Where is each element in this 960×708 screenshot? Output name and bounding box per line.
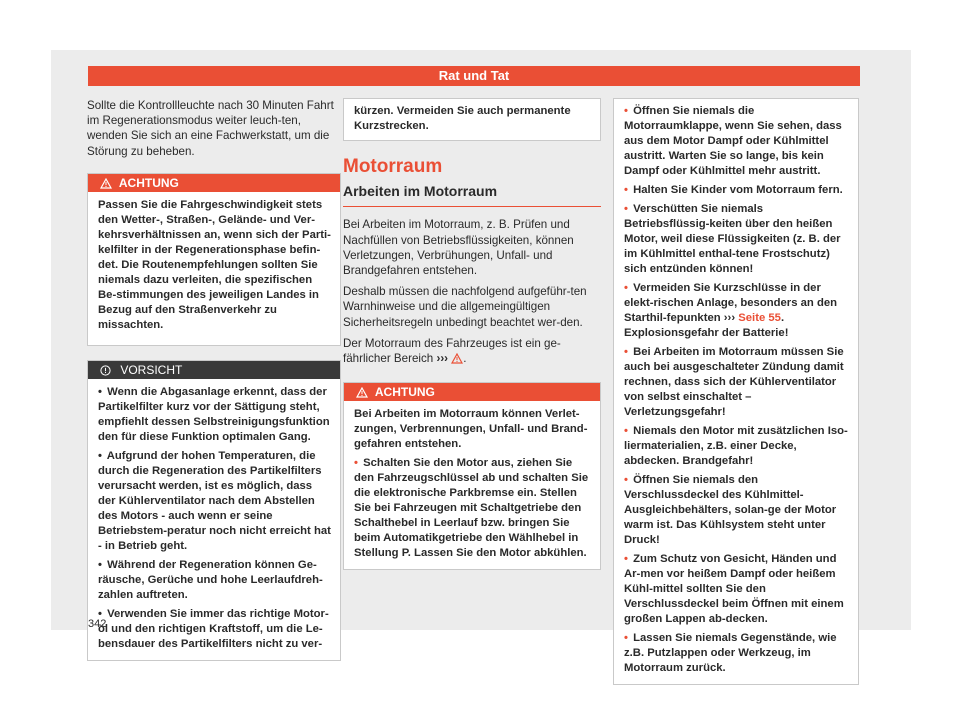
page-link[interactable]: Seite 55 bbox=[738, 312, 781, 324]
body-paragraph: Bei Arbeiten im Motorraum, z. B. Prüfen und Nachfüllen von Betriebsflüssigkeiten, können Verletzungen, Verbrühungen, Unfall- und Brandgefahren entstehen. bbox=[343, 218, 574, 278]
warning-header bbox=[88, 174, 340, 192]
column-left bbox=[87, 98, 341, 661]
caution-item: • Aufgrund der hohen Temperaturen, die durch die Regeneration des Partikelfilters verursacht werden, ist es möglich, dass der Kühlerventilator nach dem Abstellen des Motors - auch wenn er seine Betriebstem-peratur noch nicht erreicht hat - in Betrieb geht. bbox=[98, 449, 331, 552]
section-title: Motorraum bbox=[343, 156, 443, 177]
warning-box bbox=[87, 173, 341, 346]
info-circle-icon bbox=[100, 363, 111, 381]
warning-item: • Verschütten Sie niemals Betriebsflüssig-keiten über den heißen Motor, weil diese Flüssigkeiten (z. B. der im Kühlmittel enthal-tene Frostschutz) sich entzünden können! bbox=[624, 203, 841, 275]
warning-intro: Bei Arbeiten im Motorraum können Verlet-zungen, Verbrennungen, Unfall- und Brand-gefahren entstehen. bbox=[354, 408, 588, 451]
warning-item: • Niemals den Motor mit zusätzlichen Iso-liermaterialien, z.B. einer Decke, abdecken. Brandgefahr! bbox=[624, 425, 848, 467]
warning-box bbox=[343, 382, 601, 570]
warning-item: • Zum Schutz von Gesicht, Händen und Ar-men vor heißem Dampf oder heißem Kühl-mittel sollten Sie den Verschlussdeckel beim Öffnen mit einem großen Lappen ab-decken. bbox=[624, 553, 844, 625]
page-header bbox=[88, 66, 860, 86]
warning-item: • Lassen Sie niemals Gegenstände, wie z.B. Putzlappen oder Werkzeug, im Motorraum zurück. bbox=[624, 632, 837, 674]
caution-item: • Verwenden Sie immer das richtige Motor-öl und den richtigen Kraftstoff, um die Le-bensdauer des Partikelfilters nicht zu ver- bbox=[98, 607, 329, 650]
warning-item: • Vermeiden Sie Kurzschlüsse in der elekt-rischen Anlage, besonders an den Starthil-fepunkten ››› Seite 55. Explosionsgefahr der Batterie! bbox=[624, 282, 838, 339]
warning-continuation-box bbox=[613, 98, 859, 685]
warning-label: ACHTUNG bbox=[374, 385, 435, 400]
warning-item: • Bei Arbeiten im Motorraum müssen Sie auch bei ausgeschalteter Zündung damit rechnen, dass sich der Kühlerventilator von selbst einschaltet – Verletzungsgefahr! bbox=[624, 346, 844, 418]
caution-label: VORSICHT bbox=[120, 362, 183, 377]
warning-header bbox=[344, 383, 600, 401]
column-middle bbox=[343, 98, 601, 570]
subsection-title: Arbeiten im Motorraum bbox=[343, 184, 601, 207]
reference-arrow: ››› bbox=[436, 352, 449, 366]
warning-item: • Halten Sie Kinder vom Motorraum fern. bbox=[624, 184, 843, 196]
caution-continuation-text: kürzen. Vermeiden Sie auch permanente Kurzstrecken. bbox=[354, 105, 571, 132]
header-title: Rat und Tat bbox=[438, 68, 510, 83]
warning-triangle-icon[interactable] bbox=[451, 353, 463, 368]
warning-label: ACHTUNG bbox=[118, 175, 179, 190]
page-number: 342 bbox=[88, 618, 107, 630]
warning-triangle-icon bbox=[356, 385, 368, 403]
body-paragraph: Deshalb müssen die nachfolgend aufgeführ-ten Warnhinweise und die allgemeingültigen Sicherheitsregeln unbedingt beachtet wer-den. bbox=[343, 285, 587, 329]
warning-text: Passen Sie die Fahrgeschwindigkeit stets den Wetter-, Straßen-, Gelände- und Ver-kehrsverhältnissen an, wenn sich der Parti-kelfilter in der Regenerationsphase befin-det. Die Routenempfehlungen sollten Sie niemals dazu verleiten, die spezifischen Be-stimmungen des jeweiligen Landes in Bezug auf den Straßenverkehr zu missachten. bbox=[98, 198, 331, 331]
caution-item: • Wenn die Abgasanlage erkennt, dass der Partikelfilter kurz vor der Sättigung steht, empfiehlt dessen Selbstreinigungsfunktion den für diese Funktion optimalen Gang. bbox=[98, 385, 330, 443]
caution-box bbox=[87, 360, 341, 661]
warning-item: • Öffnen Sie niemals den Verschlussdeckel des Kühlmittel-Ausgleichbehälters, solan-ge der Motor warm ist. Das Kühlsystem steht unter Druck! bbox=[624, 474, 837, 546]
caution-header bbox=[88, 361, 340, 379]
intro-paragraph: Sollte die Kontrollleuchte nach 30 Minuten Fahrt im Regenerationsmodus weiter leuch-ten, wenden Sie sich an eine Fachwerkstatt, um die Störung zu beheben. bbox=[87, 99, 334, 158]
body-paragraph: Der Motorraum des Fahrzeuges ist ein ge-fährlicher Bereich ››› . bbox=[343, 336, 601, 368]
warning-item: • Öffnen Sie niemals die Motorraumklappe, wenn Sie sehen, dass aus dem Motor Dampf oder Kühlmittel austritt. Warten Sie so lange, bis kein Dampf oder Kühlmittel mehr austritt. bbox=[624, 105, 842, 177]
warning-triangle-icon bbox=[100, 176, 112, 194]
warning-item: • Schalten Sie den Motor aus, ziehen Sie den Fahrzeugschlüssel ab und schalten Sie die elektronische Parkbremse ein. Stellen Sie bei Fahrzeugen mit Schaltgetriebe den Schalthebel in Leerlauf bzw. bringen Sie beim Automatikgetriebe den Wählhebel in Stellung P. Lassen Sie den Motor abkühlen. bbox=[354, 457, 589, 560]
caution-item: • Während der Regeneration können Ge-räusche, Gerüche und hohe Leerlaufdreh-zahlen auftreten. bbox=[98, 558, 323, 601]
column-right bbox=[613, 98, 859, 685]
caution-continuation-box bbox=[343, 98, 601, 141]
